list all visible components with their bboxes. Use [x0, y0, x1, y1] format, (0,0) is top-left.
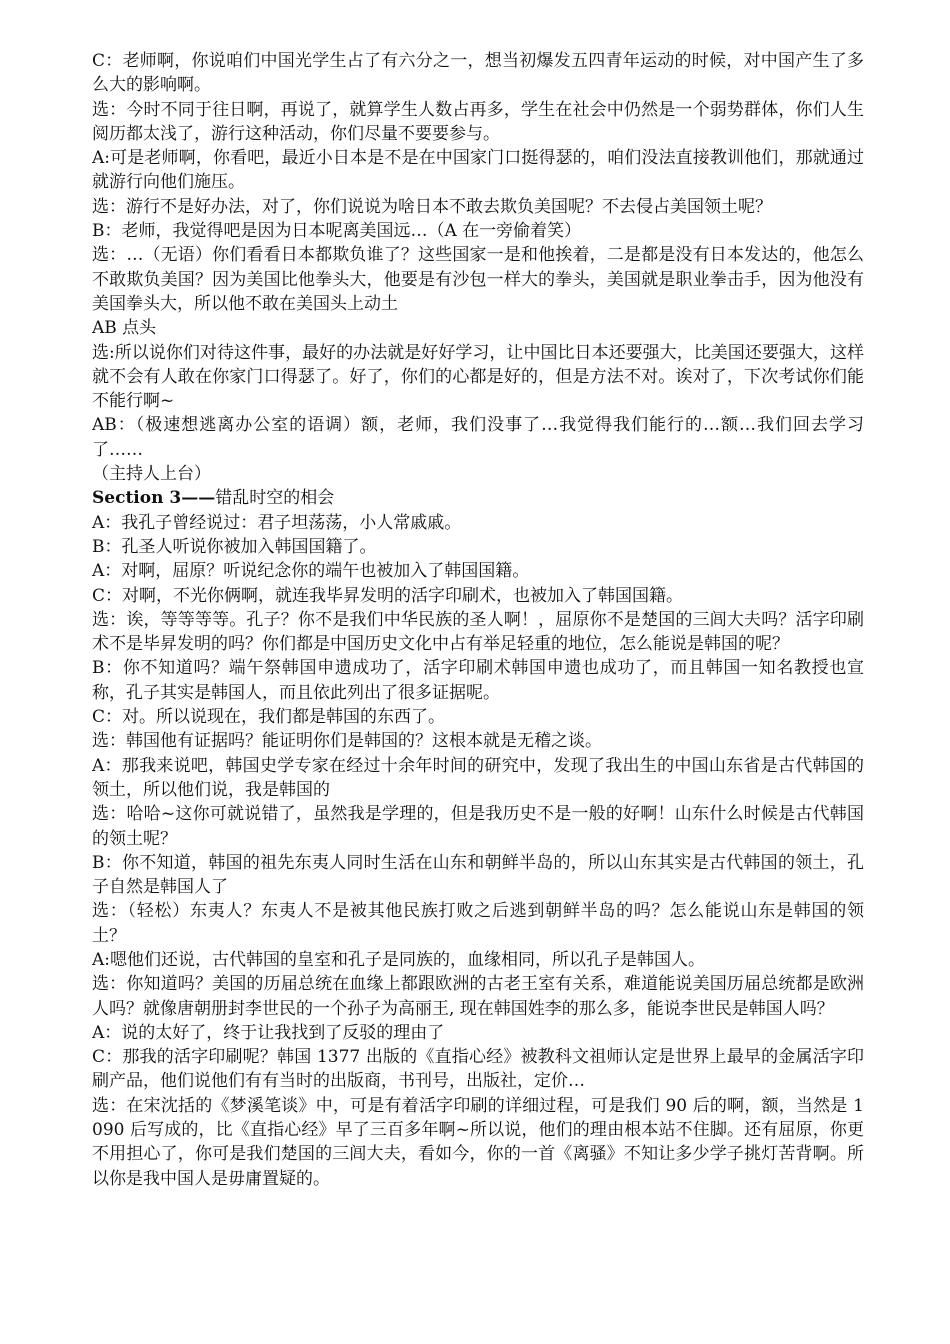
section-heading: [92, 486, 864, 510]
dialogue-line: C：对啊，不光你俩啊，就连我毕昇发明的活字印刷术，也被加入了韩国国籍。: [92, 585, 684, 606]
dialogue-line: B：你不知道，韩国的祖先东夷人同时生活在山东和朝鲜半岛的，所以山东其实是古代韩国的领土，孔子自然是韩国人了: [92, 852, 864, 898]
dialogue-line: B：孔圣人听说你被加入韩国国籍了。: [92, 536, 377, 557]
dialogue-line: A:嗯他们还说，古代韩国的皇室和孔子是同族的，血缘相同，所以孔子是韩国人。: [92, 949, 706, 970]
dialogue-line: 选：韩国他有证据吗？能证明你们是韩国的？这根本就是无稽之谈。: [92, 731, 602, 752]
dialogue-line: 选：诶，等等等等。孔子？你不是我们中华民族的圣人啊！，屈原你不是楚国的三闾大夫吗？活字印刷术不是毕昇发明的吗？你们都是中国历史文化中占有举足轻重的地位，怎么能说是韩国的呢？: [92, 609, 864, 655]
dialogue-line: C：那我的活字印刷呢？韩国 1377 出版的《直指心经》被教科文祖师认定是世界上最早的金属活字印刷产品，他们说他们有有当时的出版商，书刊号，出版社，定价…: [92, 1047, 864, 1092]
dialogue-line: B：老师，我觉得吧是因为日本呢离美国远…（A 在一旁偷着笑）: [92, 221, 582, 242]
dialogue-line: 选：在宋沈括的《梦溪笔谈》中，可是有着活字印刷的详细过程，可是我们 90 后的啊，额，当然是 1090 后写成的，比《直指心经》早了三百多年啊~所以说，他们的理由根本站不住脚。还有屈原，你更不用担心了，你可是我们楚国的三闾大夫，看如今，你的一首《离骚》不知让多少学子挑灯苦背啊。所以你是我中国人是毋庸置疑的。: [92, 1095, 864, 1189]
dialogue-line: A：我孔子曾经说过：君子坦荡荡，小人常戚戚。: [92, 512, 462, 533]
dialogue-line: C：老师啊，你说咱们中国光学生占了有六分之一，想当初爆发五四青年运动的时候，对中国产生了多么大的影响啊。: [92, 51, 864, 96]
dialogue-line: 选：游行不是好办法，对了，你们说说为啥日本不敢去欺负美国呢？不去侵占美国领土呢？: [92, 196, 772, 217]
dialogue-line: C：对。所以说现在，我们都是韩国的东西了。: [92, 707, 446, 728]
dialogue-line: 选：今时不同于往日啊，再说了，就算学生人数占再多，学生在社会中仍然是一个弱势群体，你们人生阅历都太浅了，游行这种活动，你们尽量不要要参与。: [92, 99, 864, 144]
dialogue-line: 选：（轻松）东夷人？东夷人不是被其他民族打败之后逃到朝鲜半岛的吗？怎么能说山东是韩国的领土？: [92, 901, 864, 946]
dialogue-line: 选：…（无语）你们看看日本都欺负谁了？这些国家一是和他挨着，二是都是没有日本发达的，他怎么不敢欺负美国？因为美国比他拳头大，他要是有沙包一样大的拳头，美国就是职业拳击手，因为他没有美国拳头大，所以他不敢在美国头上动土: [92, 245, 864, 314]
dialogue-line: 选：你知道吗？美国的历届总统在血缘上都跟欧洲的古老王室有关系，难道能说美国历届总统都是欧洲人吗？就像唐朝册封李世民的一个孙子为高丽王, 现在韩国姓李的那么多，能说李世民是韩国人吗？: [92, 974, 864, 1019]
stage-direction: （主持人上台）: [92, 464, 211, 485]
dialogue-line: A:可是老师啊，你看吧，最近小日本是不是在中国家门口挺得瑟的，咱们没法直接教训他们，那就通过就游行向他们施压。: [92, 148, 864, 193]
section-heading-label: Section 3——: [92, 488, 216, 509]
stage-direction: AB 点头: [92, 318, 157, 339]
dialogue-line: A：对啊，屈原？听说纪念你的端午也被加入了韩国国籍。: [92, 561, 530, 582]
dialogue-line: A：说的太好了，终于让我找到了反驳的理由了: [92, 1022, 445, 1043]
dialogue-line: 选:所以说你们对待这件事，最好的办法就是好好学习，让中国比日本还要强大，比美国还要强大，这样就不会有人敢在你家门口得瑟了。好了，你们的心都是好的，但是方法不对。诶对了，下次考试你们能不能行啊~: [92, 342, 864, 412]
document-body: [92, 49, 864, 1191]
section-heading-title: 错乱时空的相会: [215, 488, 335, 509]
dialogue-line: B：你不知道吗？端午祭韩国申遗成功了，活字印刷术韩国申遗也成功了，而且韩国一知名教授也宣称，孔子其实是韩国人，而且依此列出了很多证据呢。: [92, 658, 864, 703]
dialogue-line: AB：（极速想逃离办公室的语调）额，老师，我们没事了…我觉得我们能行的…额…我们回去学习了……: [92, 415, 864, 460]
dialogue-line: A：那我来说吧，韩国史学专家在经过十余年时间的研究中，发现了我出生的中国山东省是古代韩国的领土，所以他们说，我是韩国的: [92, 755, 864, 800]
dialogue-line: 选：哈哈~这你可就说错了，虽然我是学理的，但是我历史不是一般的好啊！山东什么时候是古代韩国的领土呢？: [92, 804, 864, 849]
